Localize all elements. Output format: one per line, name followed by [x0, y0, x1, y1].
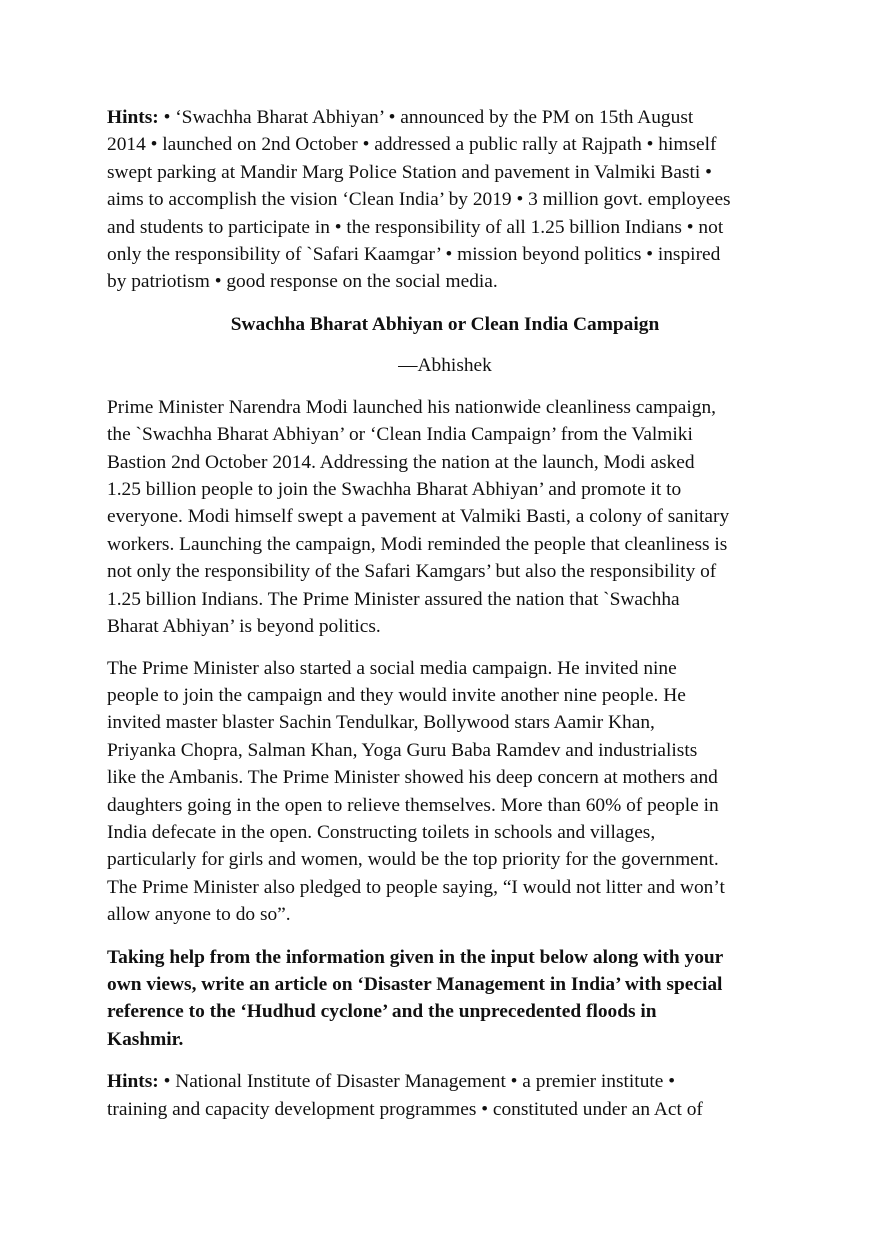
- question-prompt: Taking help from the information given in the input below along with your own views, write an article on ‘Disaster Management in India’ with special reference to the ‘Hudhud cyclone’ and the unprecedented floods in Kashmir.: [107, 946, 724, 1050]
- hints-label: Hints:: [107, 1071, 159, 1093]
- hints-paragraph: [107, 1068, 783, 1123]
- hints-paragraph: [107, 104, 783, 296]
- document-page: [107, 104, 783, 1123]
- hints-text: • ‘Swachha Bharat Abhiyan’ • announced by the PM on 15th August 2014 • launched on 2nd October • addressed a public rally at Rajpath • himself swept parking at Mandir Marg Police Station and pavement in Valmiki Basti • aims to accomplish the vision ‘Clean India’ by 2019 • 3 million govt. employees and students to participate in • the responsibility of all 1.25 billion Indians • not only the responsibility of `Safari Kaamgar’ • mission beyond politics • inspired by patriotism • good response on the social media.: [107, 107, 731, 293]
- article-title: Swachha Bharat Abhiyan or Clean India Campaign: [230, 313, 660, 335]
- hints-text: • National Institute of Disaster Management • a premier institute • training and capacity development programmes • constituted under an Act of: [107, 1071, 703, 1120]
- article-paragraph: The Prime Minister also started a social media campaign. He invited nine people to join the campaign and they would invite another nine people. He invited master blaster Sachin Tendulkar, Bollywood stars Aamir Khan, Priyanka Chopra, Salman Khan, Yoga Guru Baba Ramdev and industrialists like the Ambanis. The Prime Minister showed his deep concern at mothers and daughters going in the open to relieve themselves. More than 60% of people in India defecate in the open. Constructing toilets in schools and villages, particularly for girls and women, would be the top priority for the government. The Prime Minister also pledged to people saying, “I would not litter and won’t allow anyone to do so”.: [107, 657, 725, 926]
- article-author: —Abhishek: [398, 354, 492, 376]
- hints-label: Hints:: [107, 107, 159, 128]
- article-paragraph: Prime Minister Narendra Modi launched his nationwide cleanliness campaign, the `Swachha Bharat Abhiyan’ or ‘Clean India Campaign’ from the Valmiki Bastion 2nd October 2014. Addressing the nation at the launch, Modi asked 1.25 billion people to join the Swachha Bharat Abhiyan’ and promote it to everyone. Modi himself swept a pavement at Valmiki Basti, a colony of sanitary workers. Launching the campaign, Modi reminded the people that cleanliness is not only the responsibility of the Safari Kamgars’ but also the responsibility of 1.25 billion Indians. The Prime Minister assured the nation that `Swachha Bharat Abhiyan’ is beyond politics.: [107, 396, 730, 638]
